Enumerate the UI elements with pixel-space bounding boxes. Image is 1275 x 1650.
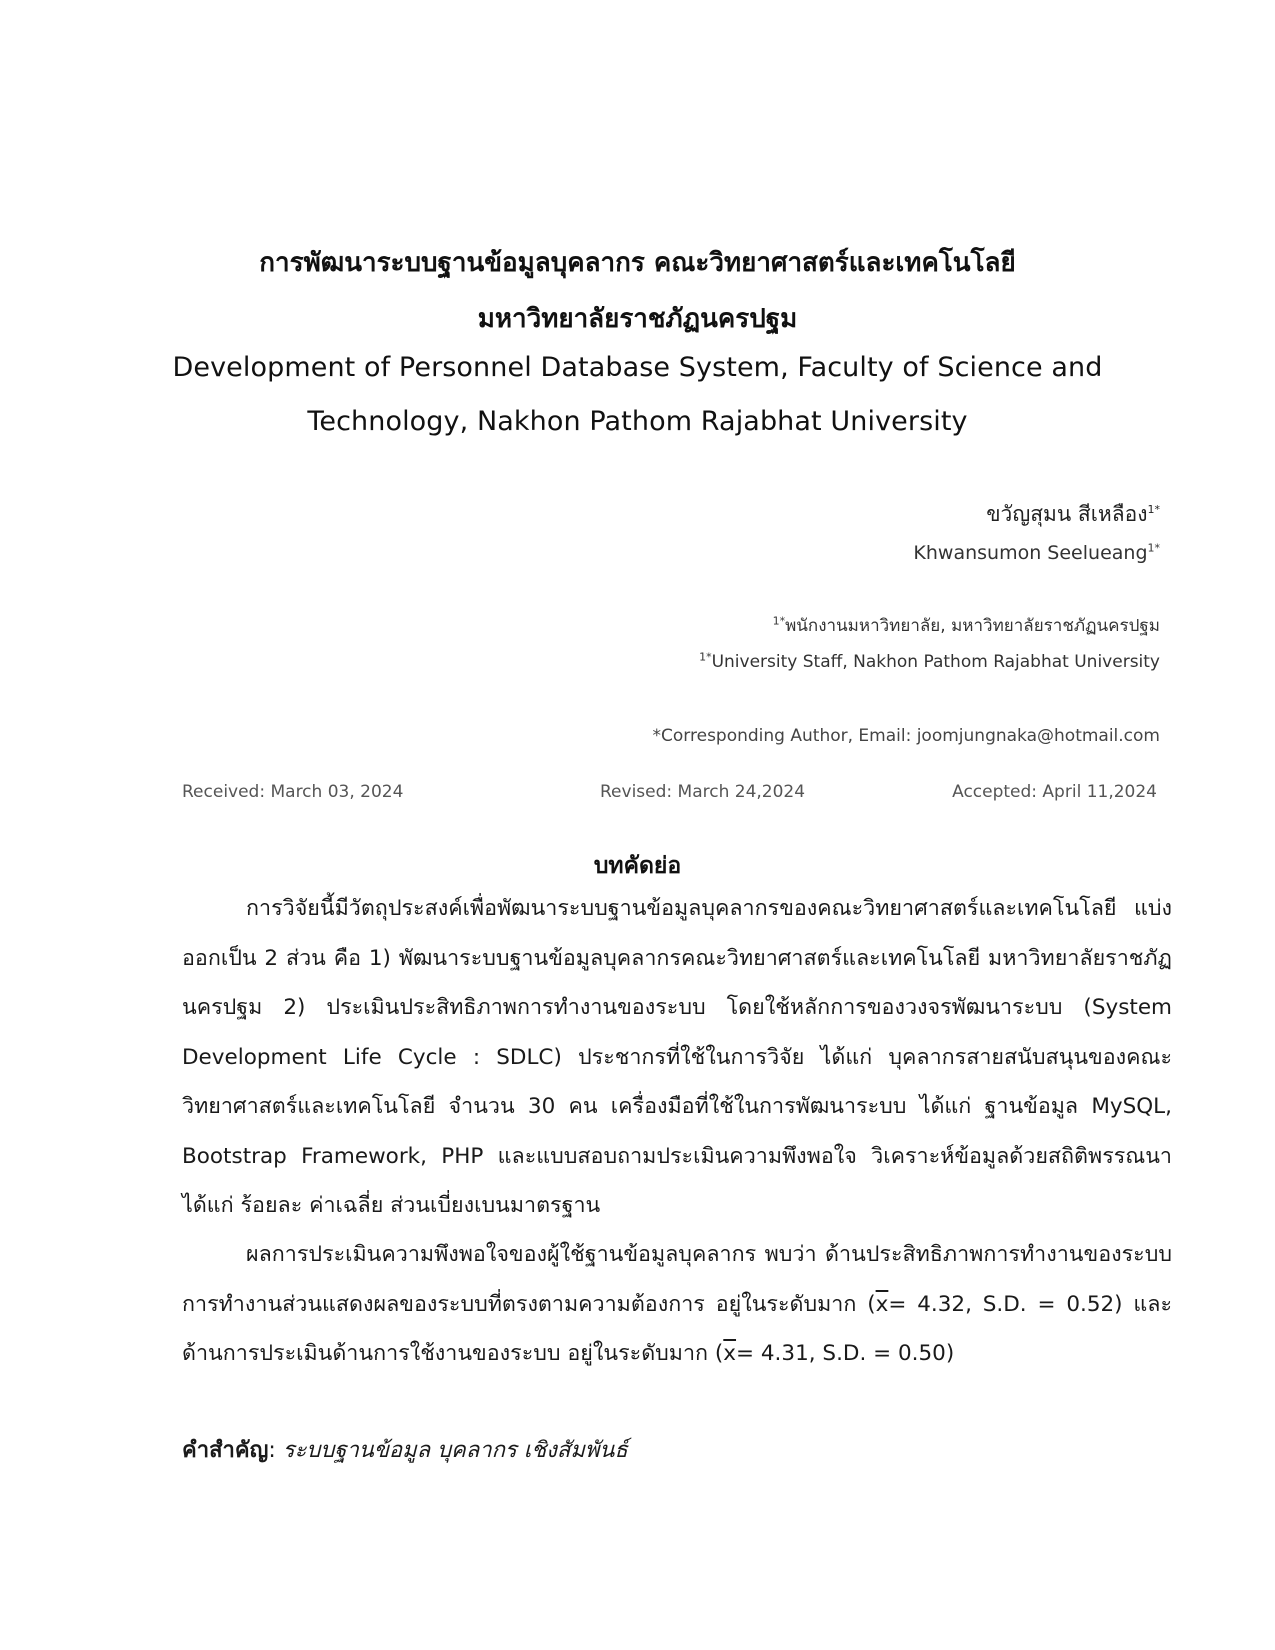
- keywords-label: คำสำคัญ: [182, 1438, 269, 1463]
- abstract-p2-part2: = 4.32, S.D. = 0.52) และด้านการประเมินด้านการใช้งานของระบบ อยู่ในระดับมาก (: [182, 1291, 1172, 1366]
- abstract-p2-part1: ผลการประเมินความพึงพอใจของผู้ใช้ฐานข้อมูลบุคลากร พบว่า ด้านประสิทธิภาพการทำงานของระบบการทำงานส่วนแสดงผลของระบบที่ตรงตามความต้องการ อยู่ในระดับมาก (: [182, 1242, 1172, 1317]
- author-name-thai-text: ขวัญสุมน สีเหลือง: [986, 502, 1148, 526]
- title-thai-line1: การพัฒนาระบบฐานข้อมูลบุคลากร คณะวิทยาศาสตร์และเทคโนโลยี: [259, 248, 1016, 278]
- date-accepted: Accepted: April 11,2024: [952, 782, 1157, 802]
- affiliation-marker: 1*: [772, 614, 786, 628]
- abstract-paragraph-2: [182, 1230, 1172, 1379]
- keywords-list: ระบบฐานข้อมูล บุคลากร เชิงสัมพันธ์: [282, 1438, 628, 1463]
- abstract-p2-part3: = 4.31, S.D. = 0.50): [736, 1341, 955, 1366]
- affiliation-thai: [773, 612, 1160, 639]
- title-english-line1: Development of Personnel Database System, Faculty of Science and: [172, 352, 1103, 383]
- affiliation-english: [699, 652, 1160, 672]
- mean-symbol: $\overline{x}$: [875, 1291, 889, 1317]
- author-marker: 1*: [1147, 503, 1160, 516]
- mean-symbol-2: $\overline{x}$: [723, 1341, 737, 1366]
- date-received: Received: March 03, 2024: [182, 782, 404, 802]
- affiliation-marker-en: 1*: [699, 650, 712, 664]
- abstract-paragraph-1: การวิจัยนี้มีวัตถุประสงค์เพื่อพัฒนาระบบฐานข้อมูลบุคลากรของคณะวิทยาศาสตร์และเทคโนโลยี แบ่งออกเป็น 2 ส่วน คือ 1) พัฒนาระบบฐานข้อมูลบุคลากรคณะวิทยาศาสตร์และเทคโนโลยี มหาวิทยาลัยราชภัฏนครปฐม 2) ประเมินประสิทธิภาพการทำงานของระบบ โดยใช้หลักการของวงจรพัฒนาระบบ (System Development Life Cycle : SDLC) ประชากรที่ใช้ในการวิจัย ได้แก่ บุคลากรสายสนับสนุนของคณะวิทยาศาสตร์และเทคโนโลยี จำนวน 30 คน เครื่องมือที่ใช้ในการพัฒนาระบบ ได้แก่ ฐานข้อมูล MySQL, Bootstrap Framework, PHP และแบบสอบถามประเมินความพึงพอใจ วิเคราะห์ข้อมูลด้วยสถิติพรรณนา ได้แก่ ร้อยละ ค่าเฉลี่ย ส่วนเบี่ยงเบนมาตรฐาน: [182, 896, 1172, 1218]
- author-name-english: [913, 542, 1160, 564]
- date-revised: Revised: March 24,2024: [600, 782, 806, 802]
- author-marker-en: 1*: [1147, 541, 1160, 555]
- title-thai-line2: มหาวิทยาลัยราชภัฏนครปฐม: [477, 304, 798, 334]
- author-name-english-text: Khwansumon Seelueang: [913, 542, 1148, 564]
- abstract-heading: บทคัดย่อ: [593, 853, 682, 879]
- title-english-line2: Technology, Nakhon Pathom Rajabhat University: [307, 406, 968, 437]
- corresponding-author: *Corresponding Author, Email: joomjungnaka@hotmail.com: [652, 726, 1160, 746]
- keywords-separator: :: [268, 1438, 276, 1463]
- keywords-line: [182, 1432, 628, 1467]
- affiliation-thai-text: พนักงานมหาวิทยาลัย, มหาวิทยาลัยราชภัฏนครปฐม: [785, 616, 1160, 636]
- affiliation-english-text: University Staff, Nakhon Pathom Rajabhat University: [711, 652, 1160, 672]
- author-name-thai: [986, 498, 1160, 531]
